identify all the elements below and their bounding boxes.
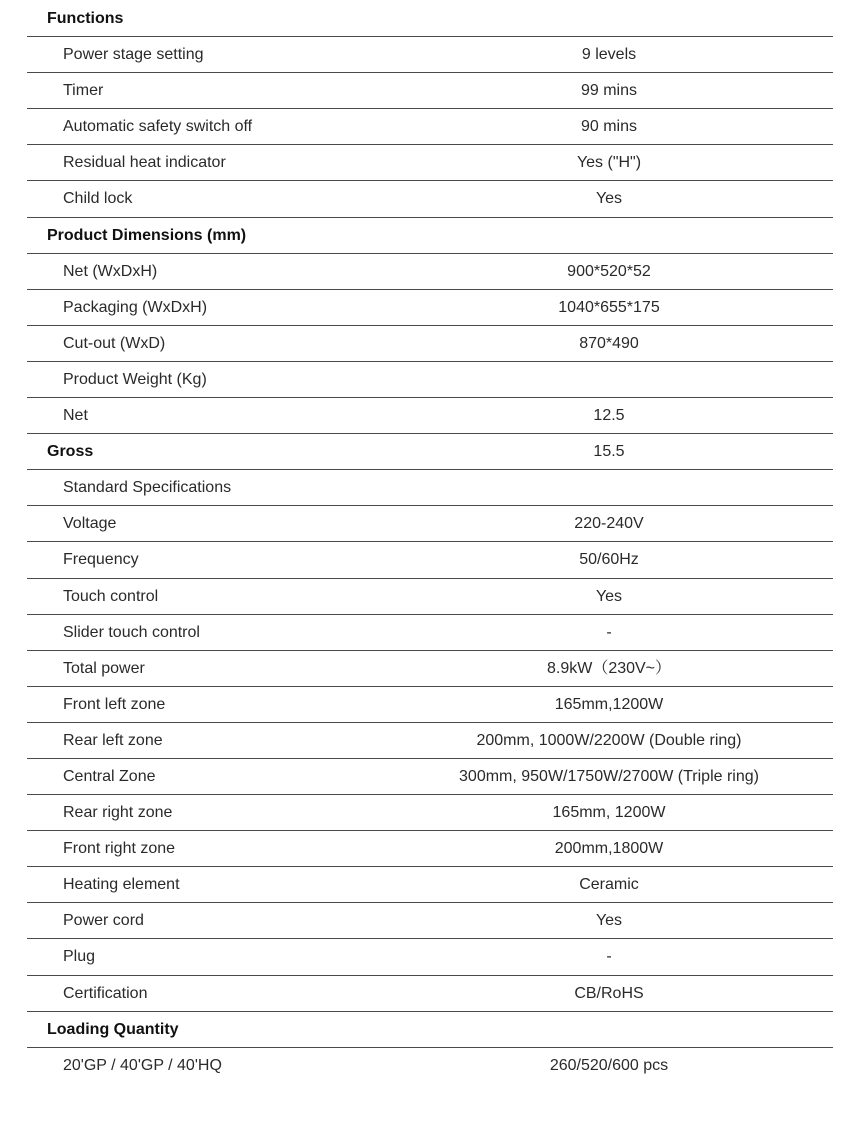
spec-label: Product Weight (Kg) xyxy=(63,370,207,388)
section-title: Product Dimensions (mm) xyxy=(47,226,247,244)
spec-label: Net (WxDxH) xyxy=(63,262,158,280)
spec-value: 15.5 xyxy=(593,443,625,461)
spec-row xyxy=(27,579,833,615)
spec-label: Heating element xyxy=(63,876,180,894)
spec-row xyxy=(27,976,833,1012)
spec-value: Yes xyxy=(595,190,623,208)
spec-value: 870*490 xyxy=(579,334,639,352)
spec-label: Front right zone xyxy=(63,840,176,858)
spec-label: Automatic safety switch off xyxy=(63,118,253,136)
spec-row xyxy=(27,1048,833,1084)
spec-value: 300mm, 950W/1750W/2700W (Triple ring) xyxy=(459,767,759,785)
spec-label: Cut-out (WxD) xyxy=(63,334,166,352)
spec-label: Rear right zone xyxy=(63,804,173,822)
spec-row xyxy=(27,831,833,867)
spec-label: Standard Specifications xyxy=(63,479,232,497)
spec-row xyxy=(27,795,833,831)
spec-value: Yes ("H") xyxy=(576,154,642,172)
spec-value: 260/520/600 pcs xyxy=(549,1056,669,1074)
spec-value: 12.5 xyxy=(593,407,625,425)
spec-value: 99 mins xyxy=(580,82,638,100)
spec-label: Central Zone xyxy=(63,767,156,785)
spec-row xyxy=(27,615,833,651)
spec-label: Front left zone xyxy=(63,695,166,713)
spec-value: - xyxy=(606,623,612,641)
spec-label: Packaging (WxDxH) xyxy=(63,298,208,316)
spec-value: CB/RoHS xyxy=(574,984,644,1002)
spec-row xyxy=(27,687,833,723)
spec-row xyxy=(27,759,833,795)
spec-row xyxy=(27,506,833,542)
spec-row xyxy=(27,362,833,398)
spec-label: Rear left zone xyxy=(63,731,163,749)
spec-label: Slider touch control xyxy=(63,623,200,641)
spec-value: 200mm,1800W xyxy=(554,840,664,858)
spec-label: Power stage setting xyxy=(63,46,204,64)
spec-value: Yes xyxy=(595,587,623,605)
spec-row xyxy=(27,181,833,217)
spec-value: 220-240V xyxy=(574,515,644,533)
spec-row xyxy=(27,73,833,109)
spec-row xyxy=(27,723,833,759)
spec-value: 165mm, 1200W xyxy=(552,804,666,822)
spec-value: 1040*655*175 xyxy=(558,298,660,316)
spec-label: Touch control xyxy=(63,587,159,605)
spec-row xyxy=(27,903,833,939)
spec-row xyxy=(27,470,833,506)
spec-label: Frequency xyxy=(63,551,139,569)
spec-row xyxy=(27,109,833,145)
spec-row xyxy=(27,651,833,687)
spec-label: Power cord xyxy=(63,912,144,930)
spec-value: 90 mins xyxy=(580,118,638,136)
section-header-row xyxy=(27,434,833,470)
spec-value: 9 levels xyxy=(581,46,637,64)
spec-label: Net xyxy=(63,407,88,425)
spec-label: Child lock xyxy=(63,190,133,208)
spec-label: Voltage xyxy=(63,515,117,533)
section-title: Loading Quantity xyxy=(47,1020,179,1038)
section-header-row xyxy=(27,1012,833,1048)
spec-value: 50/60Hz xyxy=(579,551,639,569)
spec-value: 8.9kW（230V~） xyxy=(546,659,672,677)
spec-value: 200mm, 1000W/2200W (Double ring) xyxy=(476,731,742,749)
spec-value: 165mm,1200W xyxy=(554,695,664,713)
spec-row xyxy=(27,326,833,362)
section-header-row xyxy=(27,218,833,254)
spec-label: Residual heat indicator xyxy=(63,154,226,172)
spec-row xyxy=(27,939,833,975)
spec-label: 20'GP / 40'GP / 40'HQ xyxy=(63,1056,222,1074)
spec-value: - xyxy=(606,948,612,966)
spec-label: Certification xyxy=(63,984,148,1002)
spec-row xyxy=(27,254,833,290)
section-title: Gross xyxy=(47,443,94,461)
spec-label: Plug xyxy=(63,948,96,966)
spec-table xyxy=(27,1,833,1084)
spec-row xyxy=(27,542,833,578)
spec-row xyxy=(27,145,833,181)
spec-row xyxy=(27,398,833,434)
section-header-row xyxy=(27,1,833,37)
spec-label: Total power xyxy=(63,659,145,677)
spec-value: Ceramic xyxy=(579,876,639,894)
spec-label: Timer xyxy=(63,82,104,100)
spec-row xyxy=(27,867,833,903)
spec-value: 900*520*52 xyxy=(567,262,651,280)
section-title: Functions xyxy=(47,10,124,27)
spec-row xyxy=(27,290,833,326)
spec-value: Yes xyxy=(595,912,623,930)
spec-row xyxy=(27,37,833,73)
